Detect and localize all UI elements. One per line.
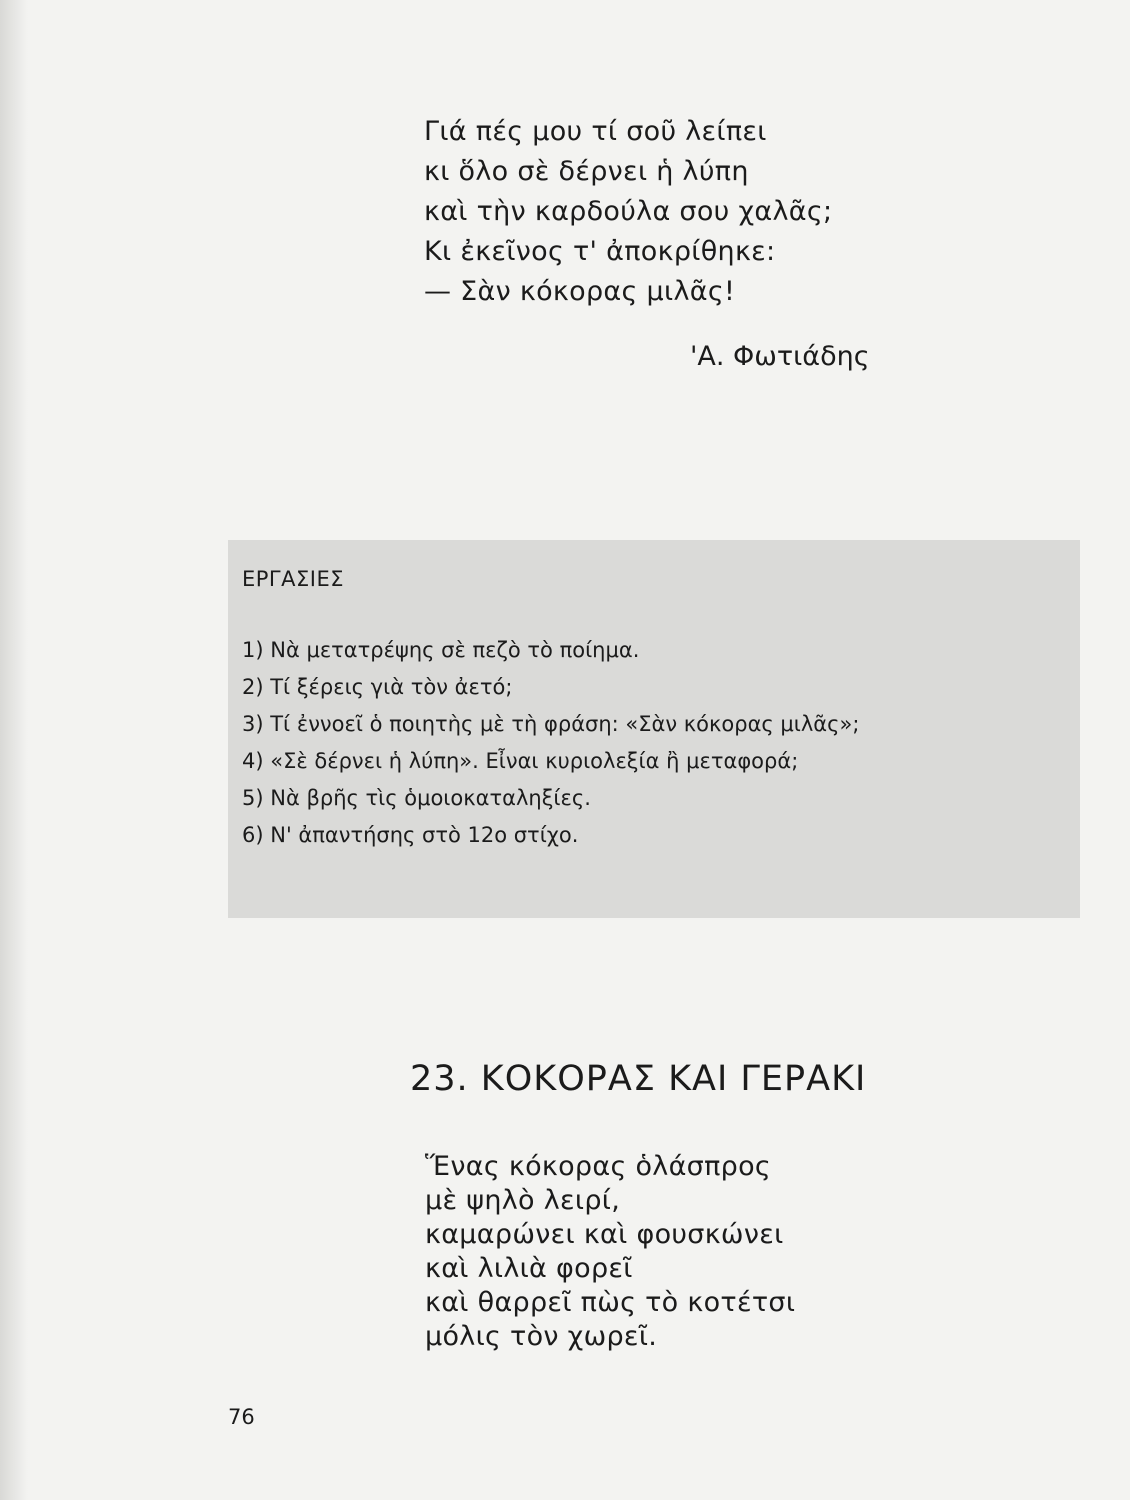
exercises-box xyxy=(228,540,1080,918)
poem-line: Κι ἐκεῖνος τ' ἀποκρίθηκε: xyxy=(424,236,776,267)
poem-beginning xyxy=(425,1150,795,1354)
exercise-item: 4) «Σὲ δέρνει ἡ λύπη». Εἶναι κυριολεξία ἢ μεταφορά; xyxy=(242,749,799,773)
poem-line: καὶ τὴν καρδούλα σου χαλᾶς; xyxy=(424,196,833,227)
poem-line: καὶ λιλιὰ φορεῖ xyxy=(425,1253,633,1284)
poem-line: μὲ ψηλὸ λειρί, xyxy=(425,1185,621,1216)
exercise-item: 1) Νὰ μετατρέψης σὲ πεζὸ τὸ ποίημα. xyxy=(242,638,640,662)
poem-line: Ἕνας κόκορας ὁλάσπρος xyxy=(425,1151,772,1182)
exercise-item: 3) Τί ἐννοεῖ ὁ ποιητὴς μὲ τὴ φράση: «Σὰν κόκορας μιλᾶς»; xyxy=(242,712,860,736)
page-number: 76 xyxy=(228,1405,255,1429)
poem-line: καμαρώνει καὶ φουσκώνει xyxy=(425,1219,784,1250)
poem-line: καὶ θαρρεῖ πὼς τὸ κοτέτσι xyxy=(425,1287,796,1318)
exercise-item: 2) Τί ξέρεις γιὰ τὸν ἀετό; xyxy=(242,675,513,699)
spine-shadow xyxy=(0,0,28,1500)
exercises-title: ΕΡΓΑΣΙΕΣ xyxy=(242,567,344,591)
section-title: 23. ΚΟΚΟΡΑΣ ΚΑΙ ΓΕΡΑΚΙ xyxy=(410,1059,867,1099)
poem-author: 'Α. Φωτιάδης xyxy=(690,341,870,372)
poem-line: — Σὰν κόκορας μιλᾶς! xyxy=(424,276,736,307)
exercises-list xyxy=(242,635,859,857)
poem-line: μόλις τὸν χωρεῖ. xyxy=(425,1321,658,1352)
exercise-item: 5) Νὰ βρῆς τὶς ὁμοιοκαταληξίες. xyxy=(242,786,591,810)
poem-ending xyxy=(424,112,832,312)
poem-line: Γιά πές μου τί σοῦ λείπει xyxy=(424,116,767,147)
poem-line: κι ὅλο σὲ δέρνει ἡ λύπη xyxy=(424,156,749,187)
exercise-item: 6) Ν' ἀπαντήσης στὸ 12ο στίχο. xyxy=(242,823,579,847)
